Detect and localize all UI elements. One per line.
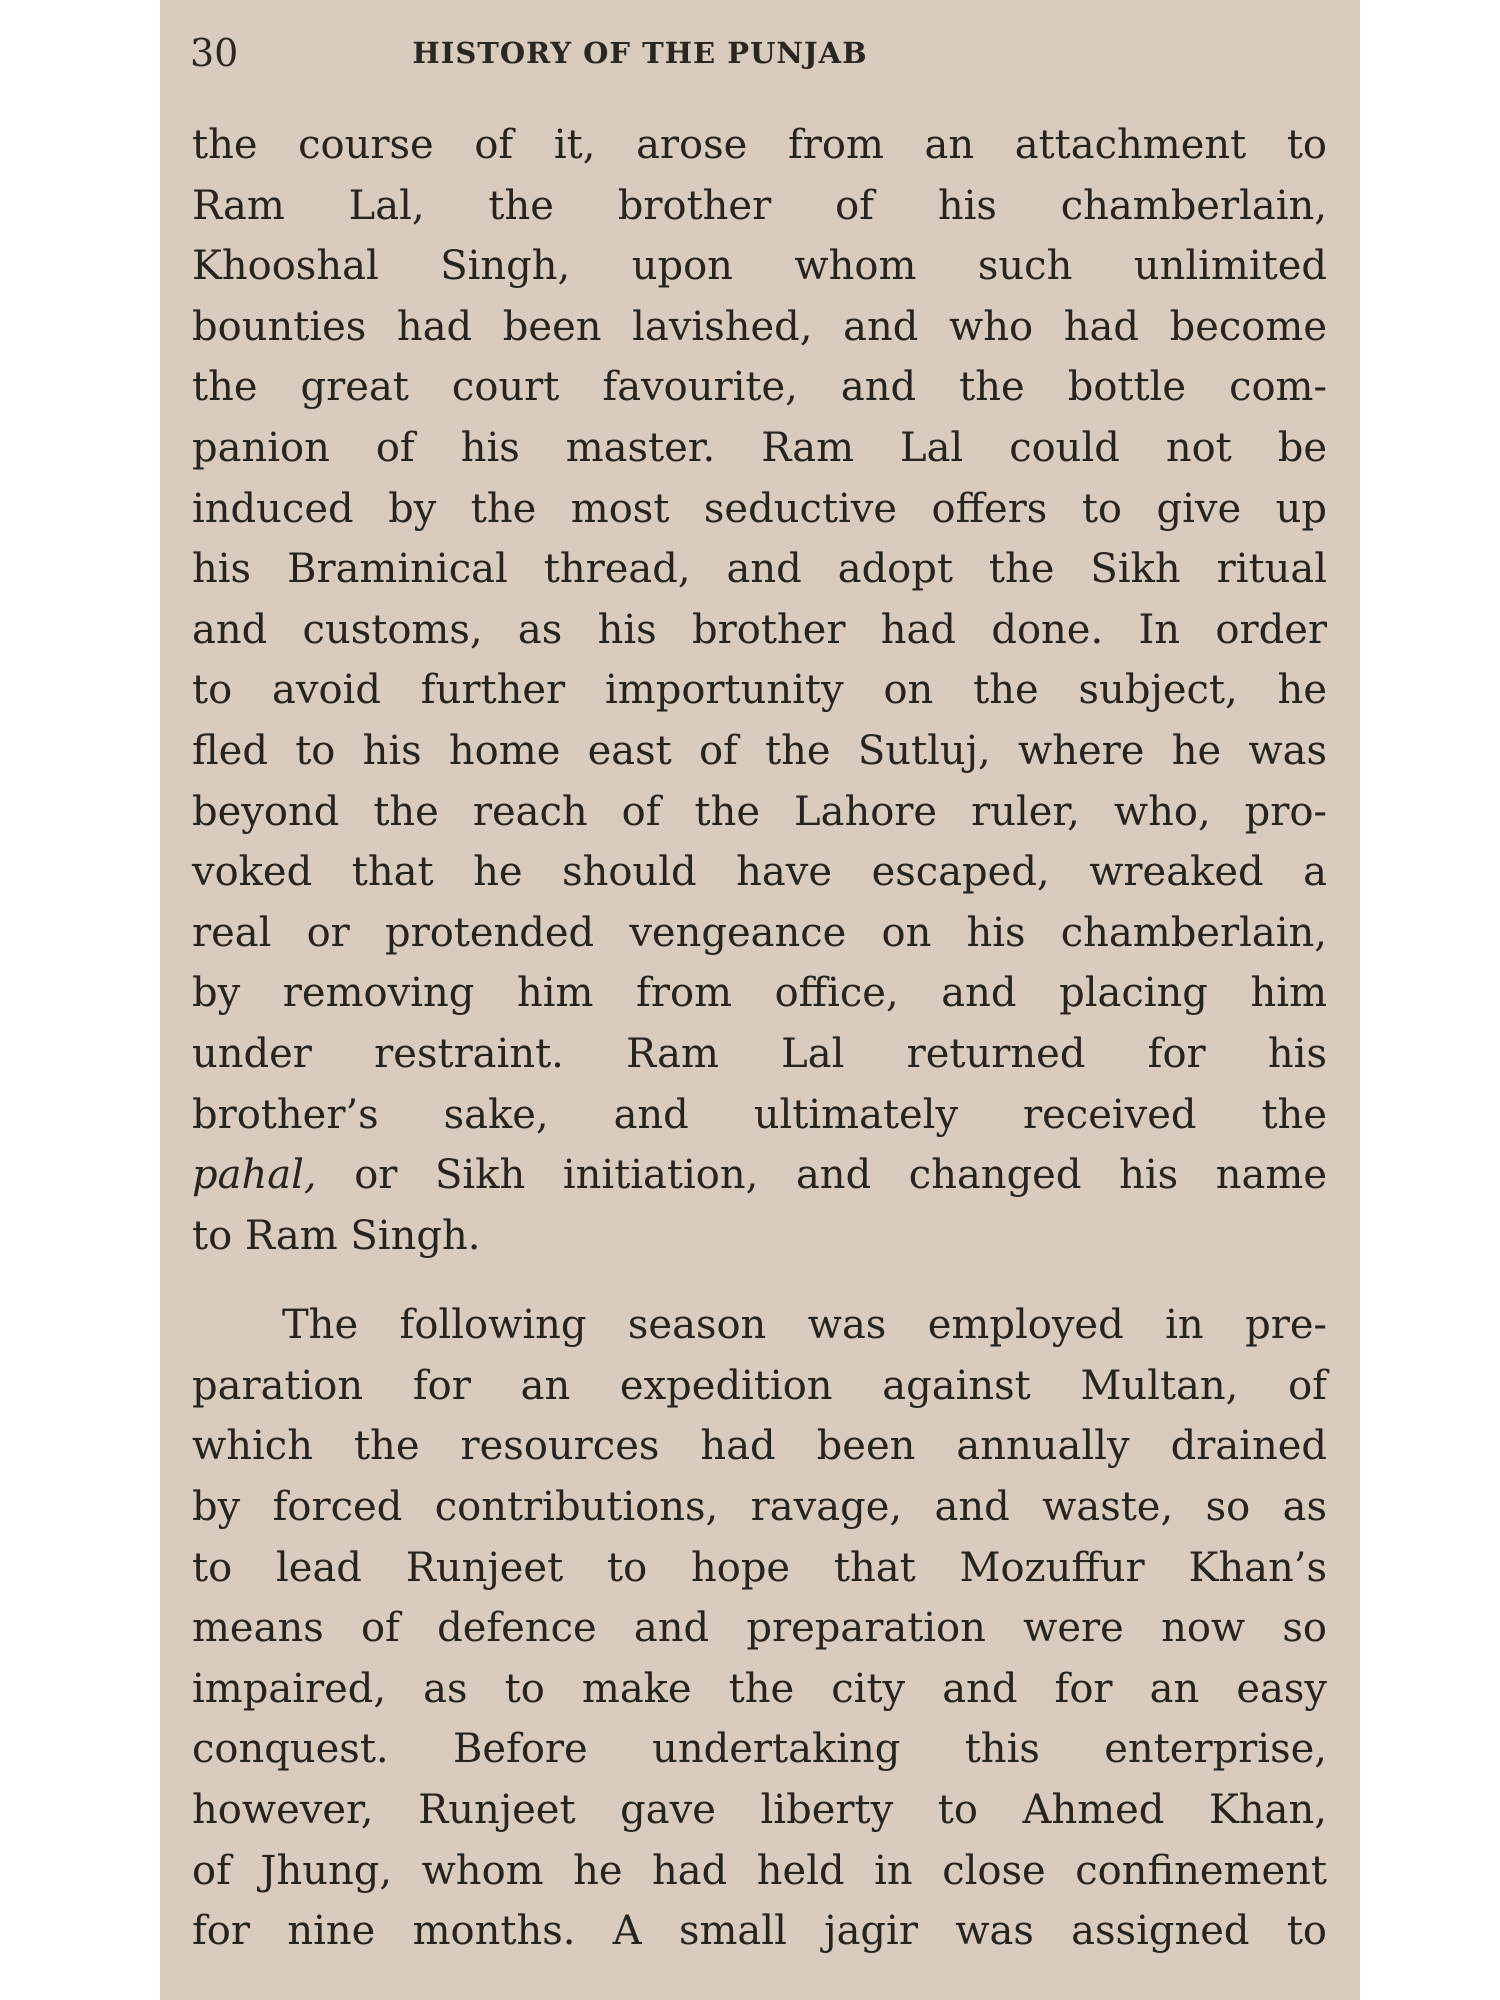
text-line-with-italic (192, 1145, 1327, 1206)
text-line: which the resources had been annually drained (192, 1423, 1327, 1470)
text-line: for nine months. A small jagir was assigned to (192, 1908, 1327, 1955)
book-page (160, 0, 1360, 2000)
text-line-rest: or Sikh initiation, and changed his name (316, 1152, 1327, 1199)
body-text (192, 115, 1327, 1962)
text-line: to avoid further importunity on the subject, he (192, 667, 1327, 714)
text-line: the course of it, arose from an attachment to (192, 122, 1327, 168)
text-line: by removing him from office, and placing him (192, 970, 1327, 1017)
page-header (190, 28, 1330, 78)
text-line: voked that he should have escaped, wreaked a (192, 849, 1327, 896)
page-number: 30 (190, 31, 239, 75)
text-line: Ram Lal, the brother of his chamberlain, (192, 182, 1327, 229)
text-line: brother’s sake, and ultimately received the (192, 1091, 1327, 1138)
running-title: HISTORY OF THE PUNJAB (412, 36, 868, 70)
text-line: under restraint. Ram Lal returned for his (192, 1030, 1327, 1077)
italic-term: pahal, (192, 1152, 317, 1199)
text-line: by forced contributions, ravage, and waste, so as (192, 1484, 1327, 1531)
text-line: conquest. Before undertaking this enterprise, (192, 1726, 1327, 1773)
text-line: The following season was employed in pre- (282, 1302, 1327, 1349)
paragraph-2 (192, 1295, 1327, 1962)
text-line: and customs, as his brother had done. In order (192, 606, 1327, 653)
text-line: fled to his home east of the Sutluj, where he was (192, 727, 1327, 774)
text-line: real or protended vengeance on his chamberlain, (192, 909, 1327, 956)
text-line: induced by the most seductive offers to give up (192, 485, 1327, 532)
text-line: bounties had been lavished, and who had become (192, 303, 1327, 350)
text-line: to lead Runjeet to hope that Mozuffur Khan’s (192, 1544, 1327, 1591)
text-line: to Ram Singh. (192, 1212, 481, 1259)
text-line: however, Runjeet gave liberty to Ahmed Khan, (192, 1787, 1327, 1834)
text-line: of Jhung, whom he had held in close confinement (192, 1847, 1327, 1894)
text-line: Khooshal Singh, upon whom such unlimited (192, 243, 1327, 290)
text-line: the great court favourite, and the bottle com- (192, 364, 1327, 411)
text-line: paration for an expedition against Multan, of (192, 1362, 1327, 1409)
text-line: panion of his master. Ram Lal could not be (192, 424, 1327, 471)
paragraph-gap (192, 1266, 1327, 1295)
paragraph-1 (192, 115, 1327, 1266)
text-line: impaired, as to make the city and for an easy (192, 1665, 1327, 1712)
text-line: his Braminical thread, and adopt the Sikh ritual (192, 546, 1327, 593)
text-line: beyond the reach of the Lahore ruler, who, pro- (192, 788, 1327, 835)
text-line: means of defence and preparation were now so (192, 1605, 1327, 1652)
